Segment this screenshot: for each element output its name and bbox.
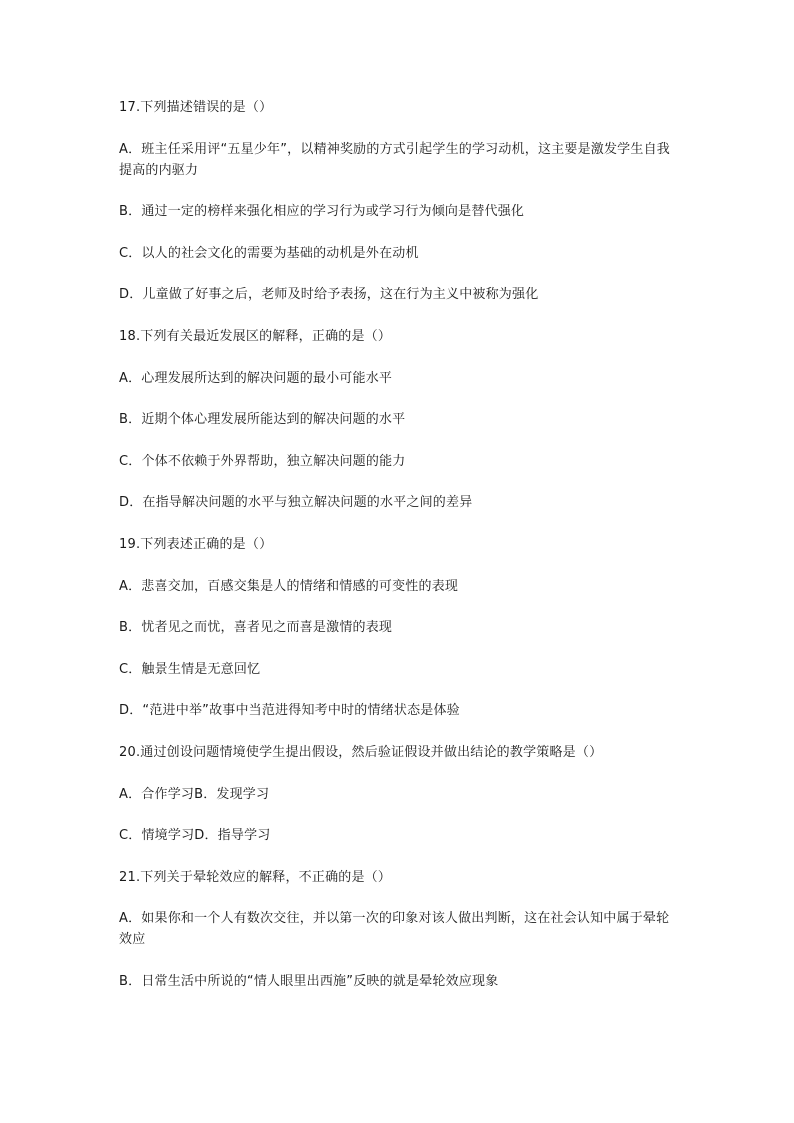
question-17-stem: 17.下列描述错误的是（） xyxy=(119,100,273,115)
question-20-options-ab: A．合作学习B．发现学习 xyxy=(119,786,270,802)
question-21-option-b: B．日常生活中所说的“情人眼里出西施”反映的就是晕轮效应现象 xyxy=(119,973,499,989)
question-18-option-a: A．心理发展所达到的解决问题的最小可能水平 xyxy=(119,370,393,386)
question-18-option-c: C．个体不依赖于外界帮助，独立解决问题的能力 xyxy=(119,453,406,469)
question-19-option-b: B．忧者见之而忧，喜者见之而喜是激情的表现 xyxy=(119,620,393,636)
question-list xyxy=(119,97,679,1012)
question-19-option-d: D．“范进中举”故事中当范进得知考中时的情绪状态是体验 xyxy=(119,703,460,719)
question-20-options-cd: C．情境学习D．指导学习 xyxy=(119,828,271,844)
question-18-stem: 18.下列有关最近发展区的解释，正确的是（） xyxy=(119,328,392,344)
question-18-option-d: D．在指导解决问题的水平与独立解决问题的水平之间的差异 xyxy=(119,495,473,511)
question-21-option-a: A．如果你和一个人有数次交往，并以第一次的印象对该人做出判断，这在社会认知中属于晕轮效应 xyxy=(119,911,670,948)
question-17-option-c: C．以人的社会文化的需要为基础的动机是外在动机 xyxy=(119,245,419,261)
question-19-option-a: A．悲喜交加，百感交集是人的情绪和情感的可变性的表现 xyxy=(119,578,459,594)
question-21-stem: 21.下列关于晕轮效应的解释，不正确的是（） xyxy=(119,869,392,885)
question-17-option-d: D．儿童做了好事之后，老师及时给予表扬，这在行为主义中被称为强化 xyxy=(119,287,539,303)
question-17-option-b: B．通过一定的榜样来强化相应的学习行为或学习行为倾向是替代强化 xyxy=(119,204,525,220)
question-20-stem: 20.通过创设问题情境使学生提出假设，然后验证假设并做出结论的教学策略是（） xyxy=(119,744,603,760)
question-19-option-c: C．触景生情是无意回忆 xyxy=(119,661,261,677)
question-19-stem: 19.下列表述正确的是（） xyxy=(119,536,273,552)
question-17-option-a: A．班主任采用评“五星少年”，以精神奖励的方式引起学生的学习动机，这主要是激发学生自我提高的内驱力 xyxy=(119,141,670,178)
question-18-option-b: B．近期个体心理发展所能达到的解决问题的水平 xyxy=(119,412,406,428)
